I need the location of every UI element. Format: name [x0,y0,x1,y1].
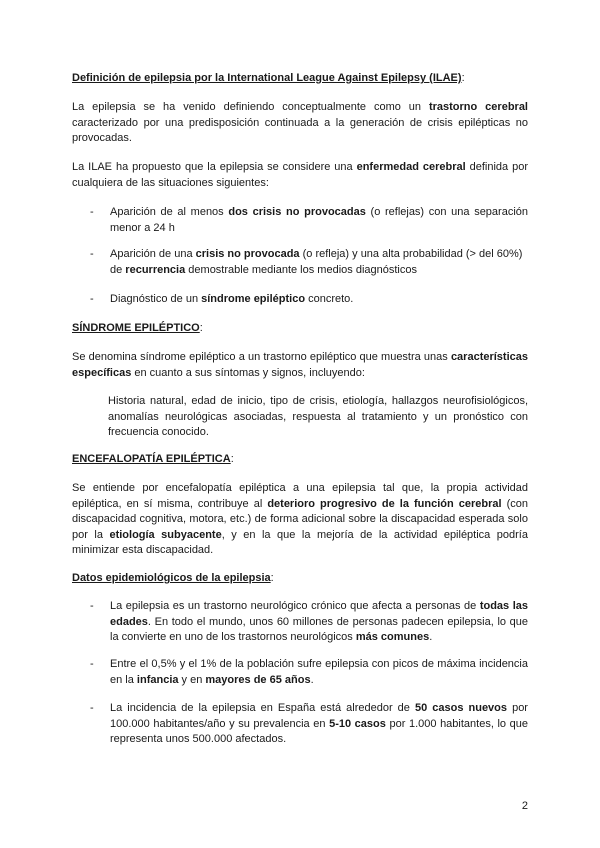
paragraph-definition: La epilepsia se ha venido definiendo conceptualmente como un trastorno cerebral caracterizado por una predisposición continuada a la generación de crisis epilépticas no provocadas. [72,101,528,144]
document-page: Definición de epilepsia por la International League Against Epilepsy (ILAE): La epilepsia se ha venido definiendo conceptualmente como un trastorno cerebral caracterizado por una predisposición continuada a la generación de crisis epilépticas no provocadas. La ILAE ha propuesto que la epilepsia se considere una enfermedad cerebral definida por cualquiera de las situaciones siguientes: - Aparición de al menos dos crisis no provocadas (o reflejas) con una separación menor a 24 h - Aparición de una crisis no provocada (o refleja) y una alta probabilidad (> del 60%) de recurrencia demostrable mediante los medios diagnósticos - Diagnóstico de un síndrome epiléptico concreto. SÍNDROME EPILÉPTICO: Se denomina síndrome epiléptico a un trastorno epiléptico que muestra unas características específicas en cuanto a sus síntomas y signos, incluyendo: Historia natural, edad de inicio, tipo de crisis, etiología, hallazgos neurofisiológicos, anomalías neurológicas asociadas, respuesta al tratamiento y un pronóstico con frecuencia conocido. ENCEFALOPATÍA EPILÉPTICA: Se entiende por encefalopatía epiléptica a una epilepsia tal que, la propia actividad epiléptica, en sí misma, contribuye al deterioro progresivo de la función cerebral (con discapacidad cognitiva, motora, etc.) de forma adicional sobre la discapacidad esperada solo por la etiología subyacente, y en la que la mejoría de la actividad epiléptica podría minimizar esta discapacidad. Datos epidemiológicos de la epilepsia: - La epilepsia es un trastorno neurológico crónico que afecta a personas de todas las edades. En todo el mundo, unos 60 millones de personas padecen epilepsia, lo que la convierte en uno de los trastornos neurológicos más comunes. - Entre el 0,5% y el 1% de la población sufre epilepsia con picos de máxima incidencia en la infancia y en mayores de 65 años. - La incidencia de la epilepsia en España está alrededor de 50 casos nuevos por 100.000 habitantes/año y su prevalencia en 5-10 casos por 1.000 habitantes, lo que representa unos 500.000 afectados. 2 [72,72,529,812]
syndrome-characteristics-quote: Historia natural, edad de inicio, tipo de crisis, etiología, hallazgos neurofisiológicos, anomalías neurológicas asociadas, respuesta al tratamiento y un pronóstico con frecuencia conocido. [108,395,528,438]
paragraph-syndrome: Se denomina síndrome epiléptico a un trastorno epiléptico que muestra unas características específicas en cuanto a sus síntomas y signos, incluyendo: [72,351,528,379]
paragraph-ilae-proposal: La ILAE ha propuesto que la epilepsia se considere una enfermedad cerebral definida por cualquiera de las situaciones siguientes: [72,161,529,189]
epileptic-encephalopathy-heading: ENCEFALOPATÍA EPILÉPTICA: [72,453,234,465]
ilae-definition-heading: Definición de epilepsia por la International League Against Epilepsy (ILAE): [72,72,465,84]
paragraph-encephalopathy: Se entiende por encefalopatía epiléptica a una epilepsia tal que, la propia actividad epiléptica, en sí misma, contribuye al deterioro progresivo de la función cerebral (con discapacidad cognitiva, motora, etc.) de forma adicional sobre la discapacidad esperada solo por la etiología subyacente, y en la que la mejoría de la actividad epiléptica podría minimizar esta discapacidad. [72,482,528,556]
epidemiology-heading: Datos epidemiológicos de la epilepsia: [72,572,274,584]
epileptic-syndrome-heading: SÍNDROME EPILÉPTICO: [72,322,203,334]
page-number: 2 [521,800,528,812]
